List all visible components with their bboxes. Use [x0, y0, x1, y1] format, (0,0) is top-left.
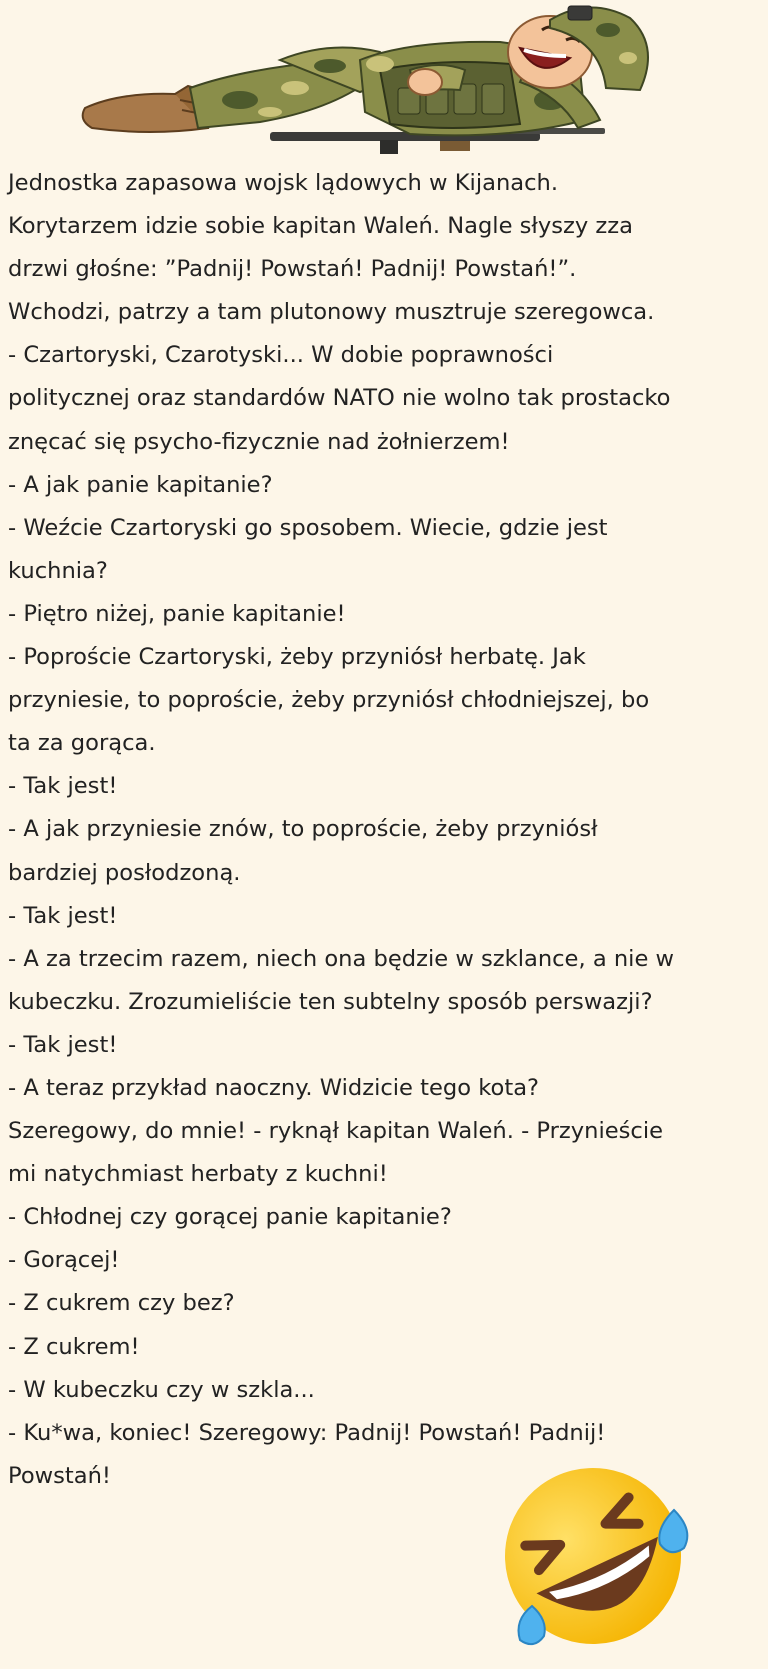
story-line: - Chłodnej czy gorącej panie kapitanie? [8, 1204, 452, 1231]
story-line: - Tak jest! [8, 773, 118, 800]
story-line: - Czartoryski, Czarotyski... W dobie poprawności [8, 342, 554, 369]
story-line: Jednostka zapasowa wojsk lądowych w Kijanach. [8, 170, 559, 196]
story-line: bardziej posłodzoną. [8, 859, 241, 886]
story-line: Powstań! [8, 1462, 111, 1489]
story-line: ta za gorąca. [8, 730, 156, 757]
laughing-soldier-icon [80, 0, 670, 170]
boot-icon [83, 86, 208, 132]
story-line: - Gorącej! [8, 1247, 120, 1274]
story-line: Wchodzi, patrzy a tam plutonowy musztruje szeregowca. [8, 299, 655, 326]
story-line: - Z cukrem! [8, 1333, 140, 1360]
story-line: znęcać się psycho-fizycznie nad żołnierzem! [8, 428, 510, 455]
story-line: - A jak panie kapitanie? [8, 471, 273, 498]
joke-text [8, 162, 760, 1498]
story-line: mi natychmiast herbaty z kuchni! [8, 1161, 388, 1188]
story-line: drzwi głośne: ”Padnij! Powstań! Padnij! Powstań!”. [8, 256, 577, 283]
rolling-on-floor-laughing-icon [498, 1456, 698, 1656]
story-line: przyniesie, to poproście, żeby przyniósł chłodniejszej, bo [8, 687, 650, 714]
story-line: Korytarzem idzie sobie kapitan Waleń. Nagle słyszy zza [8, 213, 633, 240]
story-line: - W kubeczku czy w szkla... [8, 1376, 315, 1403]
story-line: politycznej oraz standardów NATO nie wolno tak prostacko [8, 385, 671, 412]
story-line: Szeregowy, do mnie! - ryknął kapitan Waleń. - Przynieście [8, 1118, 664, 1145]
story-line: kuchnia? [8, 557, 108, 584]
story-line: - Weźcie Czartoryski go sposobem. Wiecie, gdzie jest [8, 514, 608, 541]
story-line: - Poproście Czartoryski, żeby przyniósł herbatę. Jak [8, 644, 586, 671]
story-line: - Z cukrem czy bez? [8, 1290, 235, 1317]
story-line: - Tak jest! [8, 1031, 118, 1058]
story-line: - A za trzecim razem, niech ona będzie w szklance, a nie w [8, 945, 675, 972]
story-line: - Tak jest! [8, 902, 118, 929]
story-line: - A teraz przykład naoczny. Widzicie tego kota? [8, 1074, 540, 1101]
story-line: kubeczku. Zrozumieliście ten subtelny sposób perswazji? [8, 988, 653, 1015]
story-line: - A jak przyniesie znów, to poproście, żeby przyniósł [8, 816, 598, 843]
story-line: - Piętro niżej, panie kapitanie! [8, 600, 346, 627]
story-line: - Ku*wa, koniec! Szeregowy: Padnij! Powstań! Padnij! [8, 1419, 606, 1446]
